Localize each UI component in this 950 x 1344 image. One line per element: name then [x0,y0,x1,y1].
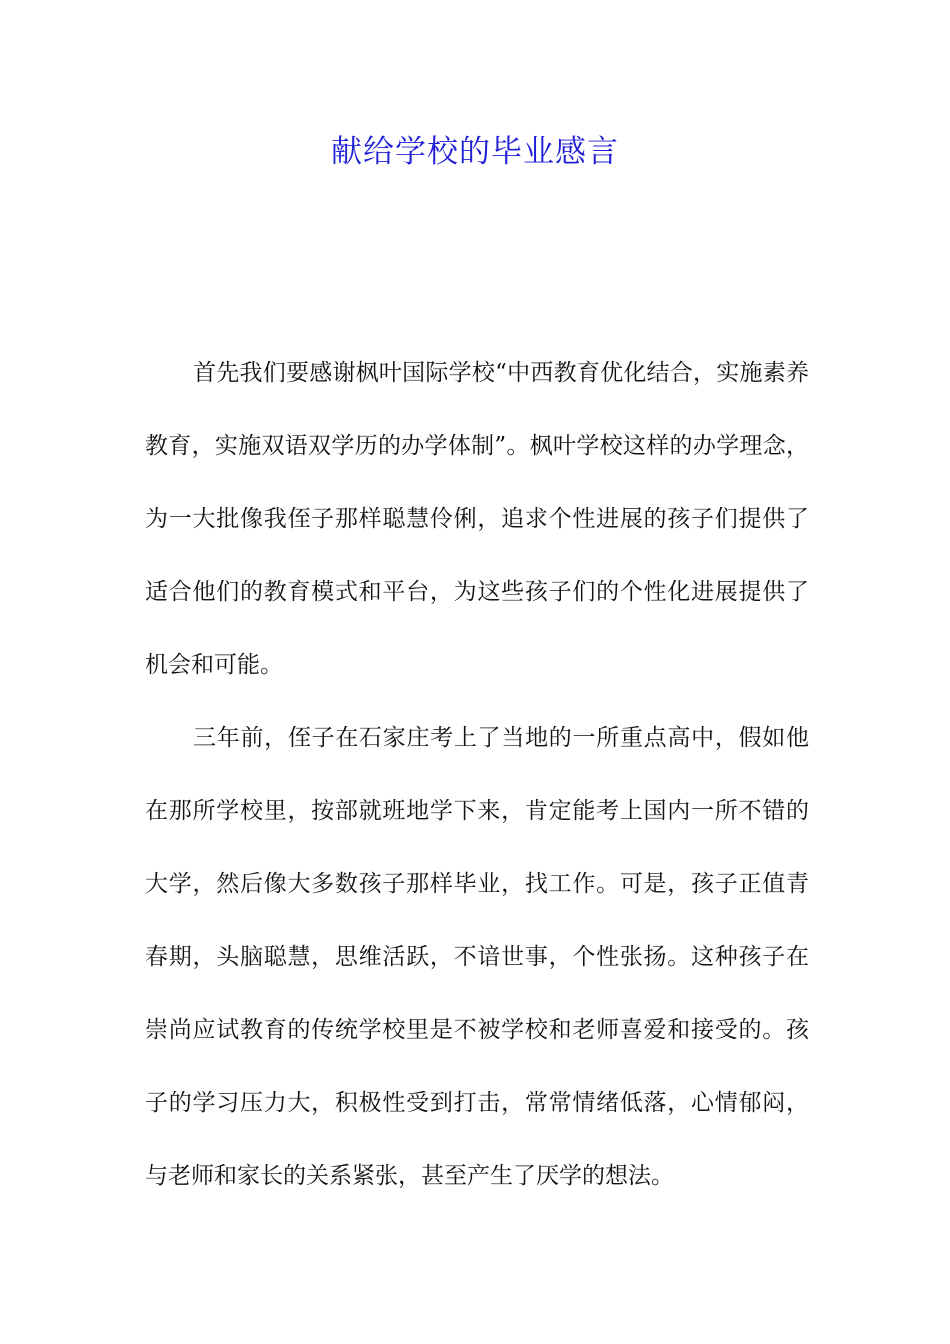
paragraph-1: 首先我们要感谢枫叶国际学校“中西教育优化结合，实施素养教育，实施双语双学历的办学体制”。枫叶学校这样的办学理念，为一大批像我侄子那样聪慧伶俐，追求个性进展的孩子们提供了适合他们的教育模式和平台，为这些孩子们的个性化进展提供了机会和可能。 [145,360,809,678]
document-title: 献给学校的毕业感言 [331,134,619,170]
document-body [145,337,809,1213]
paragraph-2: 三年前，侄子在石家庄考上了当地的一所重点高中，假如他在那所学校里，按部就班地学下来，肯定能考上国内一所不错的大学，然后像大多数孩子那样毕业，找工作。可是，孩子正值青春期，头脑聪慧，思维活跃，不谙世事，个性张扬。这种孩子在崇尚应试教育的传统学校里是不被学校和老师喜爱和接受的。孩子的学习压力大，积极性受到打击，常常情绪低落，心情郁闷，与老师和家长的关系紧张，甚至产生了厌学的想法。 [145,725,809,1189]
